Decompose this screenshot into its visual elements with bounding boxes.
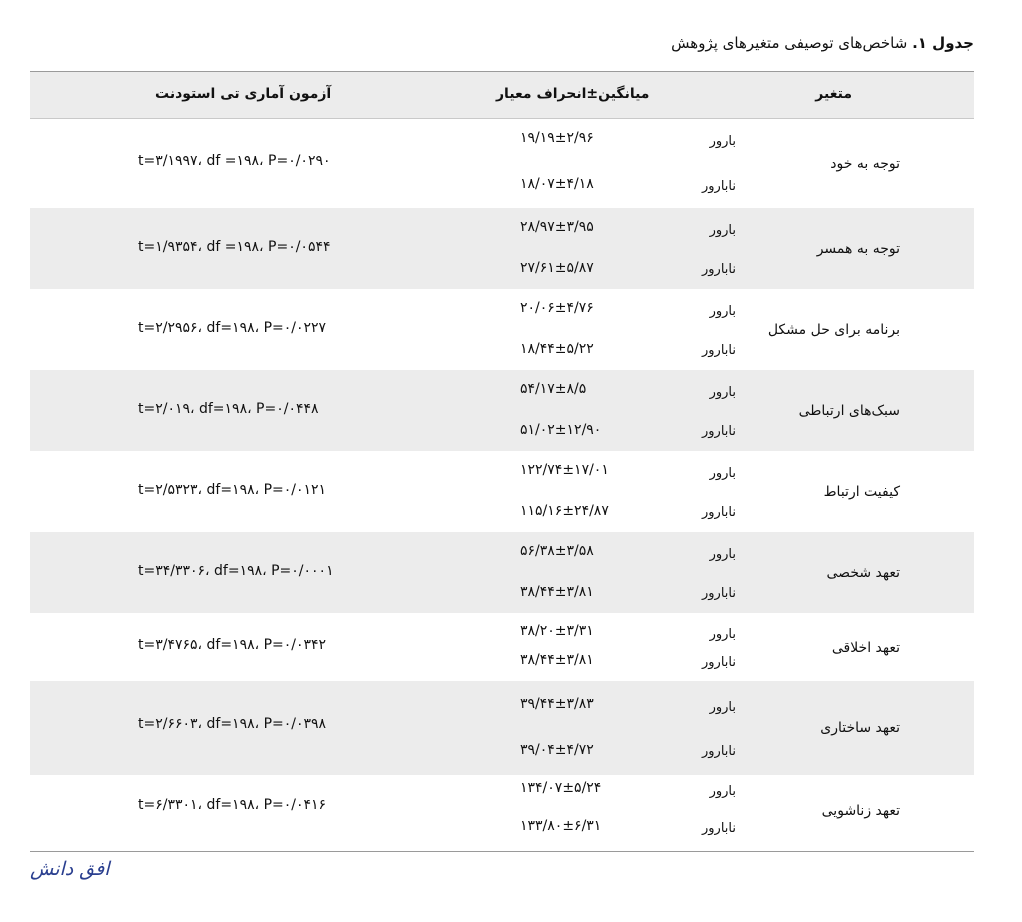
journal-logo: افق دانش (30, 858, 110, 880)
t-test-result: t=۲/۶۶۰۳، df=۱۹۸، P=۰/۰۳۹۸ (138, 716, 327, 732)
table-row (30, 613, 974, 681)
table-row (30, 119, 974, 208)
mean-sd-infertile: ۱۸/۴۴±۵/۲۲ (520, 341, 594, 357)
variable-name: سبک‌های ارتباطی (798, 403, 900, 419)
group-fertile: بارور (709, 700, 736, 715)
group-infertile: نابارور (702, 505, 736, 520)
mean-sd-infertile: ۳۹/۰۴±۴/۷۲ (520, 742, 594, 758)
mean-sd-infertile: ۲۷/۶۱±۵/۸۷ (520, 260, 594, 276)
mean-sd-fertile: ۱۹/۱۹±۲/۹۶ (520, 130, 594, 146)
mean-sd-fertile: ۱۲۲/۷۴±۱۷/۰۱ (520, 462, 609, 478)
table-row (30, 451, 974, 532)
mean-sd-infertile: ۱۱۵/۱۶±۲۴/۸۷ (520, 503, 609, 519)
group-infertile: نابارور (702, 424, 736, 439)
mean-sd-infertile: ۳۸/۴۴±۳/۸۱ (520, 584, 594, 600)
variable-name: تعهد شخصی (826, 565, 900, 581)
caption-title: شاخص‌های توصیفی متغیرهای پژوهش (671, 34, 908, 52)
header-mean-sd: میانگین±انحراف معیار (496, 86, 650, 102)
t-test-result: t=۶/۳۳۰۱، df=۱۹۸، P=۰/۰۴۱۶ (138, 797, 327, 813)
variable-name: تعهد زناشویی (821, 803, 900, 819)
mean-sd-fertile: ۳۸/۲۰±۳/۳۱ (520, 623, 594, 639)
group-fertile: بارور (709, 385, 736, 400)
variable-name: تعهد ساختاری (820, 720, 900, 736)
table-row (30, 208, 974, 289)
group-infertile: نابارور (702, 262, 736, 277)
variable-name: کیفیت ارتباط (823, 484, 900, 500)
t-test-result: t=۲/۵۳۲۳، df=۱۹۸، P=۰/۰۱۲۱ (138, 482, 327, 498)
table-row (30, 775, 974, 851)
mean-sd-fertile: ۵۶/۳۸±۳/۵۸ (520, 543, 594, 559)
group-fertile: بارور (709, 134, 736, 149)
group-fertile: بارور (709, 304, 736, 319)
t-test-result: t=۱/۹۳۵۴، df =۱۹۸، P=۰/۰۵۴۴ (138, 239, 331, 255)
group-infertile: نابارور (702, 744, 736, 759)
table-row (30, 370, 974, 451)
t-test-result: t=۲/۲۹۵۶، df=۱۹۸، P=۰/۰۲۲۷ (138, 320, 327, 336)
variable-name: توجه به خود (830, 156, 900, 172)
t-test-result: t=۳۴/۳۳۰۶، df=۱۹۸، P=۰/۰۰۰۱ (138, 563, 334, 579)
mean-sd-infertile: ۱۳۳/۸۰±۶/۳۱ (520, 818, 602, 834)
table-header (30, 72, 974, 119)
variable-name: تعهد اخلاقی (831, 640, 900, 656)
group-fertile: بارور (709, 627, 736, 642)
group-fertile: بارور (709, 547, 736, 562)
mean-sd-fertile: ۱۳۴/۰۷±۵/۲۴ (520, 780, 602, 796)
mean-sd-infertile: ۱۸/۰۷±۴/۱۸ (520, 176, 594, 192)
variable-name: توجه به همسر (816, 241, 900, 257)
group-infertile: نابارور (702, 655, 736, 670)
header-t-test: آزمون آماری تی استودنت (155, 86, 332, 102)
mean-sd-infertile: ۳۸/۴۴±۳/۸۱ (520, 652, 594, 668)
mean-sd-fertile: ۵۴/۱۷±۸/۵ (520, 381, 587, 397)
t-test-result: t=۳/۱۹۹۷، df =۱۹۸، P=۰/۰۲۹۰ (138, 153, 331, 169)
group-infertile: نابارور (702, 821, 736, 836)
descriptive-table (30, 71, 974, 852)
header-variable: متغیر (815, 86, 852, 102)
group-infertile: نابارور (702, 343, 736, 358)
t-test-result: t=۲/۰۱۹، df=۱۹۸، P=۰/۰۴۴۸ (138, 401, 319, 417)
table-row (30, 681, 974, 775)
caption-number: جدول ۱. (912, 34, 974, 52)
group-fertile: بارور (709, 466, 736, 481)
group-fertile: بارور (709, 223, 736, 238)
variable-name: برنامه برای حل مشکل (767, 322, 900, 338)
group-infertile: نابارور (702, 179, 736, 194)
table-row (30, 532, 974, 613)
mean-sd-fertile: ۳۹/۴۴±۳/۸۳ (520, 696, 594, 712)
group-infertile: نابارور (702, 586, 736, 601)
mean-sd-fertile: ۲۸/۹۷±۳/۹۵ (520, 219, 594, 235)
group-fertile: بارور (709, 784, 736, 799)
table-row (30, 289, 974, 370)
t-test-result: t=۳/۴۷۶۵، df=۱۹۸، P=۰/۰۳۴۲ (138, 637, 327, 653)
mean-sd-infertile: ۵۱/۰۲±۱۲/۹۰ (520, 422, 602, 438)
mean-sd-fertile: ۲۰/۰۶±۴/۷۶ (520, 300, 594, 316)
table-caption (671, 34, 974, 52)
